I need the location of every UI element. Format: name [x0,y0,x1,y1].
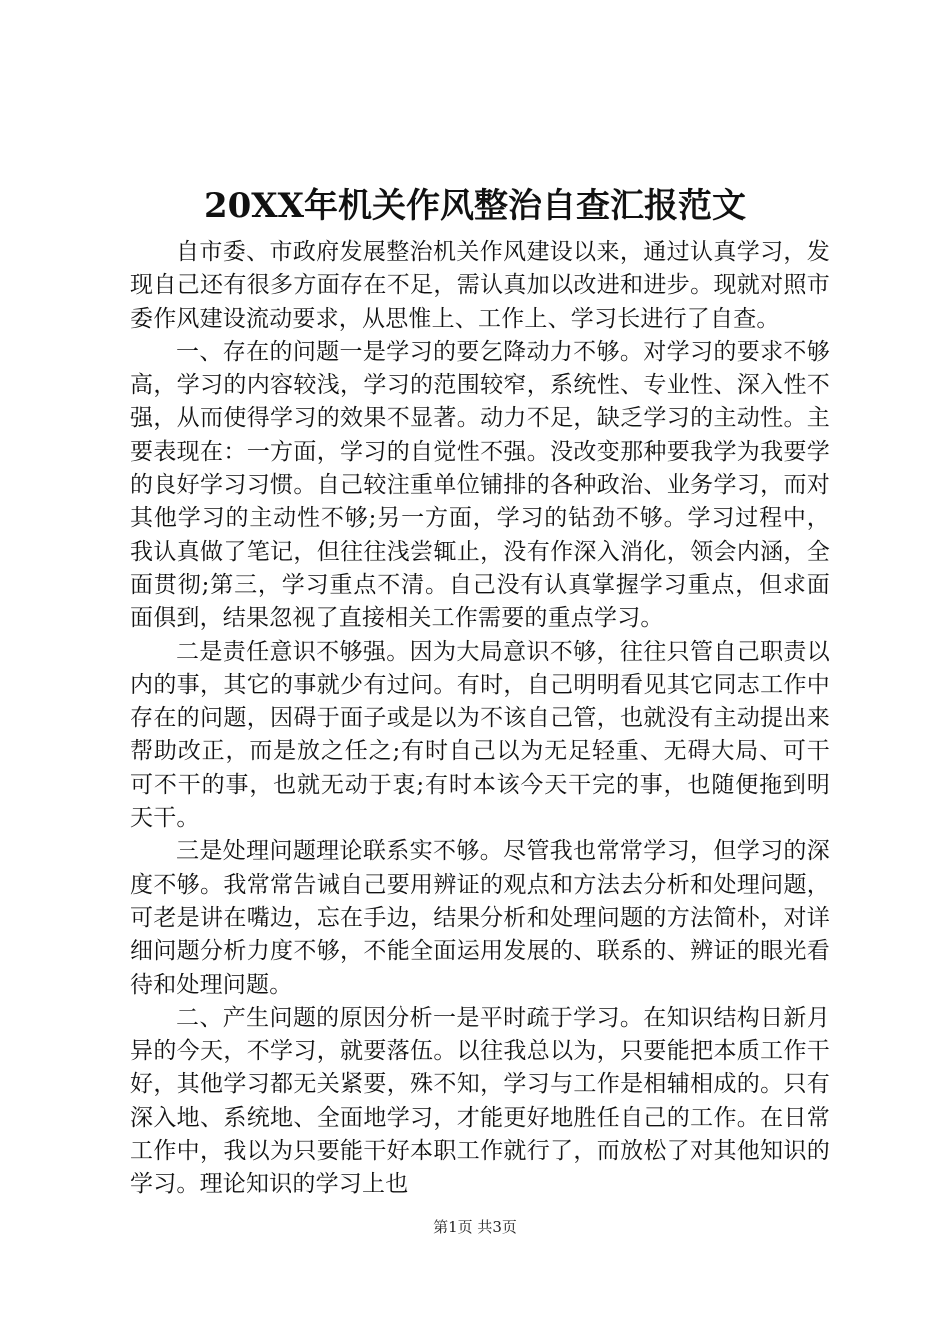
paragraph-intro: 自市委、市政府发展整治机关作风建设以来，通过认真学习，发现自己还有很多方面存在不足，需认真加以改进和进步。现就对照市委作风建设流动要求，从思惟上、工作上、学习长进行了自查。 [130,239,830,332]
document-body [130,236,830,1202]
paragraph-problems-responsibility: 二是责任意识不够强。因为大局意识不够，往往只管自己职责以内的事，其它的事就少有过问。有时，自己明明看见其它同志工作中存在的问题，因碍于面子或是以为不该自己管，也就没有主动提出来帮助改正，而是放之任之;有时自己以为无足轻重、无碍大局、可干可不干的事，也就无动于衷;有时本该今天干完的事，也随便拖到明天干。 [130,638,830,832]
page-footer: 第1页 共3页 [433,1218,517,1236]
document-title: 20XX年机关作风整治自查汇报范文 [203,186,747,226]
paragraph-causes: 二、产生问题的原因分析一是平时疏于学习。在知识结构日新月异的今天，不学习，就要落伍。以往我总以为，只要能把本质工作干好，其他学习都无关紧要，殊不知，学习与工作是相辅相成的。只有深入地、系统地、全面地学习，才能更好地胜任自己的工作。在日常工作中，我以为只要能干好本职工作就行了，而放松了对其他知识的学习。理论知识的学习上也 [130,1004,830,1198]
paragraph-problems-learning: 一、存在的问题一是学习的要乞降动力不够。对学习的要求不够高，学习的内容较浅，学习的范围较窄，系统性、专业性、深入性不强，从而使得学习的效果不显著。动力不足，缺乏学习的主动性。主要表现在：一方面，学习的自觉性不强。没改变那种要我学为我要学的良好学习习惯。自己较注重单位铺排的各种政治、业务学习，而对其他学习的主动性不够;另一方面，学习的钻劲不够。学习过程中，我认真做了笔记，但往往浅尝辄止，没有作深入消化，领会内涵，全面贯彻;第三，学习重点不清。自己没有认真掌握学习重点，但求面面俱到，结果忽视了直接相关工作需要的重点学习。 [130,338,830,632]
paragraph-problems-practice: 三是处理问题理论联系实不够。尽管我也常常学习，但学习的深度不够。我常常告诫自己要用辨证的观点和方法去分析和处理问题，可老是讲在嘴边，忘在手边，结果分析和处理问题的方法简朴，对详细问题分析力度不够，不能全面运用发展的、联系的、辨证的眼光看待和处理问题。 [130,838,830,998]
